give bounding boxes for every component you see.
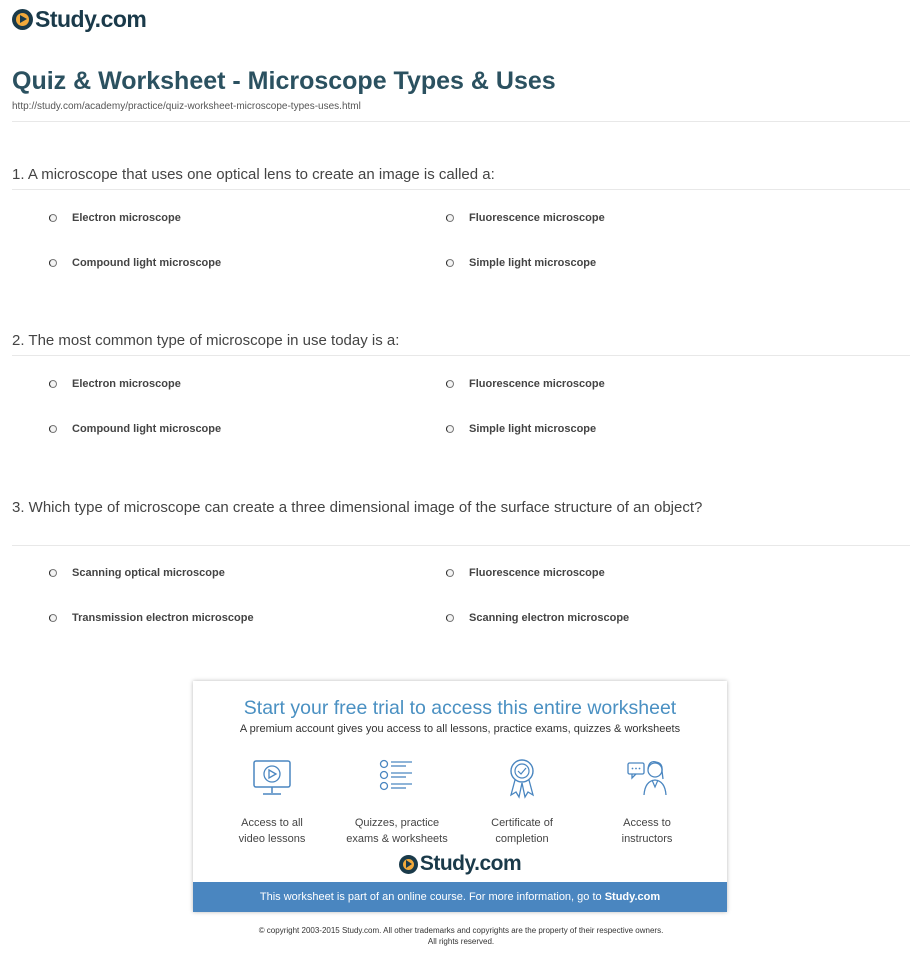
divider	[12, 121, 910, 122]
feature-label-line1: Access to all	[241, 817, 303, 829]
feature-label-line2: exams & worksheets	[346, 833, 448, 845]
promo-info-bar	[193, 882, 727, 912]
option-label: Simple light microscope	[469, 423, 597, 435]
radio-button[interactable]	[446, 214, 454, 222]
copyright-footer	[0, 925, 922, 947]
copyright-line2: All rights reserved.	[427, 937, 495, 946]
feature-label-line2: instructors	[621, 833, 673, 845]
page-title: Quiz & Worksheet - Microscope Types & Uses	[12, 67, 556, 95]
free-trial-promo[interactable]	[193, 681, 727, 912]
feature-certificate	[457, 757, 587, 847]
q3-option-a[interactable]	[49, 567, 225, 579]
promo-title: Start your free trial to access this entire worksheet	[243, 697, 677, 719]
radio-button[interactable]	[49, 569, 57, 577]
q1-option-c[interactable]	[49, 257, 221, 269]
question-2: 2. The most common type of microscope in use today is a:	[12, 332, 400, 349]
q3-option-c[interactable]	[49, 612, 254, 624]
logo-text: Study.com	[35, 6, 147, 32]
option-label: Compound light microscope	[72, 257, 222, 269]
radio-button[interactable]	[49, 214, 57, 222]
certificate-icon	[497, 757, 547, 803]
feature-quizzes	[332, 757, 462, 847]
quiz-list-icon	[372, 757, 422, 803]
promo-subtitle: A premium account gives you access to all lessons, practice exams, quizzes & worksheets	[239, 723, 681, 735]
page-url: http://study.com/academy/practice/quiz-worksheet-microscope-types-uses.html	[12, 101, 361, 112]
radio-button[interactable]	[49, 259, 57, 267]
q1-option-b[interactable]	[446, 212, 605, 224]
option-label: Fluorescence microscope	[469, 378, 605, 390]
option-label: Transmission electron microscope	[72, 612, 254, 624]
play-logo-icon	[12, 9, 33, 30]
divider	[12, 545, 910, 546]
option-label: Compound light microscope	[72, 423, 222, 435]
video-lesson-icon	[247, 757, 297, 803]
q3-option-b[interactable]	[446, 567, 605, 579]
q1-option-a[interactable]	[49, 212, 181, 224]
logo-text: Study.com	[419, 852, 522, 875]
copyright-line1: © copyright 2003-2015 Study.com. All other trademarks and copyrights are the property of their respective owners.	[258, 926, 664, 935]
divider	[12, 189, 910, 190]
option-label: Fluorescence microscope	[469, 212, 605, 224]
feature-label-line2: video lessons	[238, 833, 306, 845]
radio-button[interactable]	[446, 614, 454, 622]
radio-button[interactable]	[49, 425, 57, 433]
option-label: Electron microscope	[72, 212, 181, 224]
q2-option-c[interactable]	[49, 423, 221, 435]
radio-button[interactable]	[446, 569, 454, 577]
instructor-icon	[622, 757, 672, 803]
feature-label-line2: completion	[495, 833, 549, 845]
q2-option-d[interactable]	[446, 423, 596, 435]
divider	[12, 355, 910, 356]
option-label: Scanning electron microscope	[469, 612, 630, 624]
q2-option-b[interactable]	[446, 378, 605, 390]
feature-label-line1: Certificate of	[491, 817, 553, 829]
play-logo-icon	[399, 855, 418, 874]
radio-button[interactable]	[446, 380, 454, 388]
feature-video-lessons	[207, 757, 337, 847]
option-label: Fluorescence microscope	[469, 567, 605, 579]
question-1: 1. A microscope that uses one optical lens to create an image is called a:	[12, 166, 495, 183]
radio-button[interactable]	[49, 614, 57, 622]
promo-bar-link[interactable]: Study.com	[604, 891, 661, 903]
radio-button[interactable]	[49, 380, 57, 388]
option-label: Scanning optical microscope	[72, 567, 225, 579]
feature-label-line1: Access to	[623, 817, 671, 829]
q1-option-d[interactable]	[446, 257, 596, 269]
option-label: Electron microscope	[72, 378, 181, 390]
radio-button[interactable]	[446, 425, 454, 433]
study-logo[interactable]	[12, 6, 146, 33]
promo-bar-text: This worksheet is part of an online course. For more information, go to	[259, 891, 602, 903]
option-label: Simple light microscope	[469, 257, 597, 269]
feature-label-line1: Quizzes, practice	[354, 817, 440, 829]
feature-instructors	[582, 757, 712, 847]
promo-study-logo[interactable]	[193, 852, 727, 876]
q2-option-a[interactable]	[49, 378, 181, 390]
question-3: 3. Which type of microscope can create a three dimensional image of the surface structure of an object?	[12, 499, 703, 516]
radio-button[interactable]	[446, 259, 454, 267]
q3-option-d[interactable]	[446, 612, 629, 624]
